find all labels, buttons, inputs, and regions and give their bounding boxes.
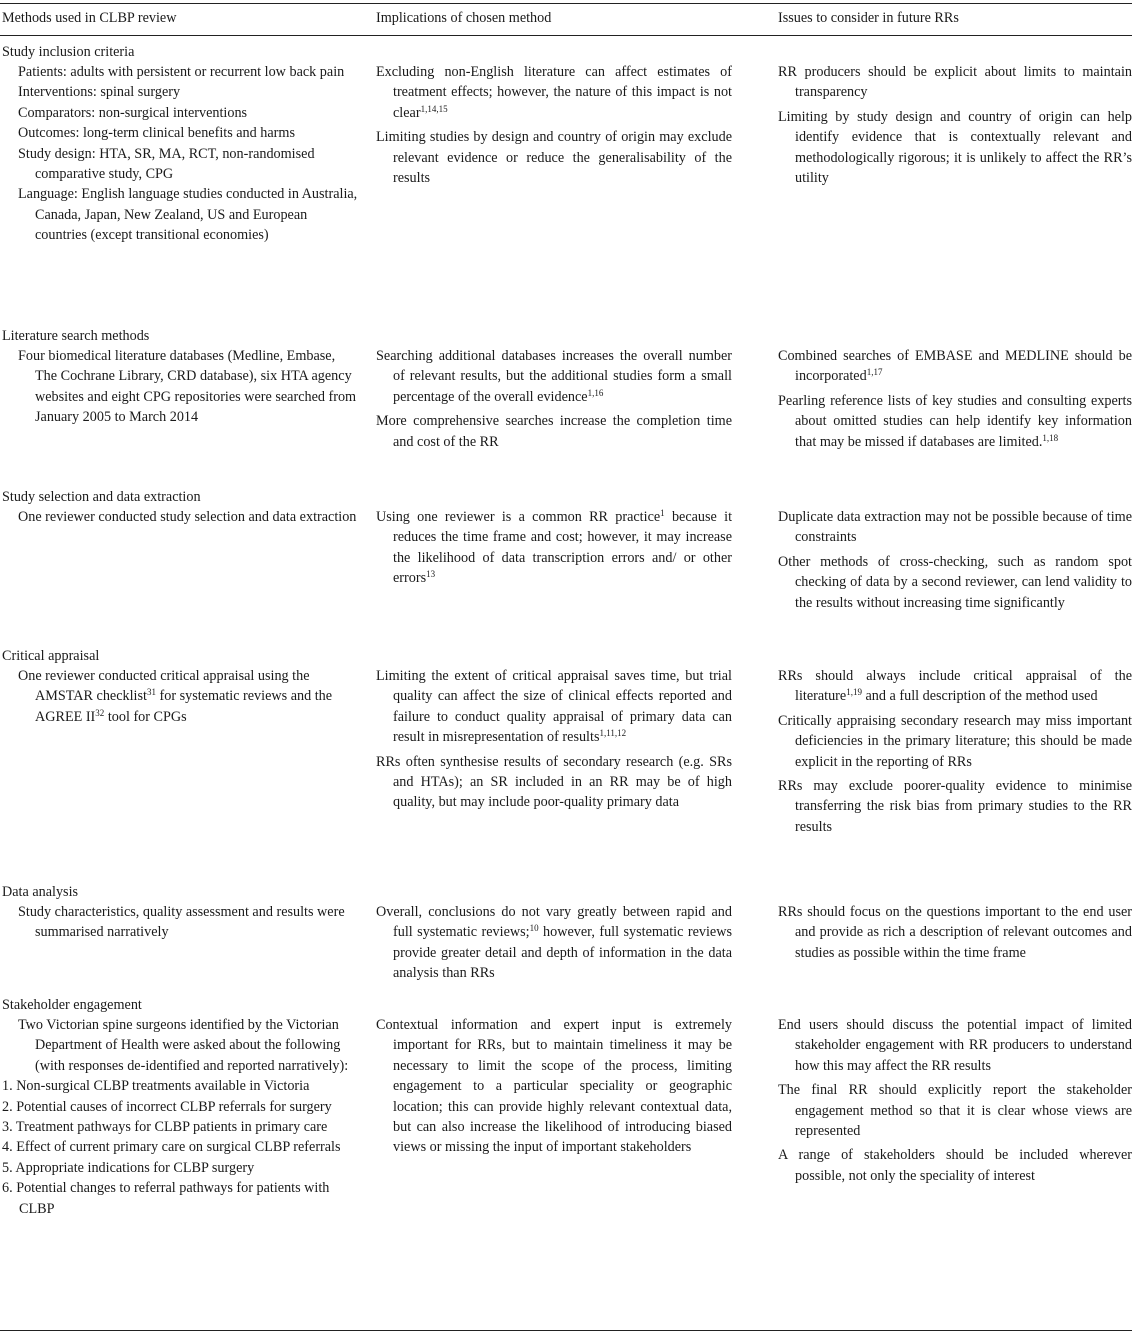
implications-cell [376, 1015, 732, 1158]
issue-item: RRs should always include critical appraisal of the literature$^{1,19}$ and a full description of the method used [778, 668, 1132, 705]
implication-item: More comprehensive searches increase the completion time and cost of the RR [376, 413, 732, 450]
issues-cell [778, 666, 1132, 837]
method-item: One reviewer conducted critical appraisal using the AMSTAR checklist$^{31}$ for systematic reviews and the AGREE II$^{32}$ tool for CPGs [18, 668, 333, 725]
method-item: Patients: adults with persistent or recurrent low back pain [18, 64, 345, 80]
implication-item: Searching additional databases increases the overall number of relevant results, but the additional studies form a small percentage of the overall evidence$^{1,16}$ [376, 348, 732, 405]
numbered-item: 4. Effect of current primary care on surgical CLBP referrals [2, 1139, 341, 1156]
numbered-item: 6. Potential changes to referral pathways for patients with CLBP [2, 1180, 330, 1217]
implication-item: Excluding non-English literature can affect estimates of treatment effects; however, the nature of this impact is not clear$^{1,14,15}$ [376, 64, 732, 121]
method-item: Outcomes: long-term clinical benefits and harms [18, 125, 295, 142]
section-title: Study selection and data extraction [2, 489, 201, 505]
methods-cell [2, 1015, 358, 1219]
implications-cell [376, 62, 732, 188]
issue-item: RRs should focus on the questions important to the end user and provide as rich a description of relevant outcomes and studies as possible within the time frame [778, 904, 1132, 961]
issues-cell [778, 62, 1132, 188]
numbered-item: 1. Non-surgical CLBP treatments available in Victoria [2, 1078, 310, 1095]
issue-item: RRs may exclude poorer-quality evidence to minimise transferring the risk bias from primary studies to the RR results [778, 778, 1132, 835]
section-title: Stakeholder engagement [2, 997, 142, 1013]
methods-cell [18, 62, 358, 246]
issue-item: Pearling reference lists of key studies and consulting experts about omitted studies can help identify key information that may be missed if databases are limited.$^{1,18}$ [778, 392, 1132, 450]
method-item: Study design: HTA, SR, MA, RCT, non-randomised comparative study, CPG [18, 145, 315, 183]
implications-cell [376, 507, 732, 589]
method-item: Language: English language studies conducted in Australia, Canada, Japan, New Zealand, US and European countries (except transitional economies) [18, 186, 358, 244]
implication-item: RRs often synthesise results of secondary research (e.g. SRs and HTAs); an SR included in an RR may be of high quality, but may include poor-quality primary data [376, 753, 732, 811]
issue-item: Critically appraising secondary research may miss important deficiencies in the primary literature; this should be made explicit in the reporting of RRs [778, 712, 1132, 770]
implication-item: Overall, conclusions do not vary greatly between rapid and full systematic reviews;$^{10}$ however, full systematic reviews provide greater detail and depth of information in the data analysis than RRs [376, 904, 732, 982]
method-item: Study characteristics, quality assessment and results were summarised narratively [18, 904, 345, 941]
header-rule [0, 35, 1132, 36]
implication-item: Limiting studies by design and country of origin may exclude relevant evidence or reduce the generalisability of the results [376, 129, 732, 187]
numbered-item: 3. Treatment pathways for CLBP patients in primary care [2, 1119, 328, 1136]
implication-item: Using one reviewer is a common RR practice$^1$ because it reduces the time frame and cost; however, it may increase the likelihood of data transcription errors and/ or other errors$^{13}$ [376, 508, 733, 587]
implications-cell [376, 902, 732, 984]
issue-item: Limiting by study design and country of origin can help identify evidence that is contextually relevant and methodologically rigorous; it is unlikely to affect the RR’s utility [778, 108, 1132, 187]
section-title: Study inclusion criteria [2, 44, 135, 60]
section-title: Data analysis [2, 884, 79, 900]
bottom-rule [0, 1330, 1132, 1331]
issue-item: Other methods of cross-checking, such as random spot checking of data by a second reviewer, can lend validity to the results without increasing time significantly [778, 553, 1132, 611]
issue-item: End users should discuss the potential impact of limited stakeholder engagement with RR producers to understand how this may affect the RR results [778, 1017, 1132, 1074]
methods-cell [18, 346, 358, 428]
issue-item: Duplicate data extraction may not be possible because of time constraints [778, 509, 1132, 546]
methods-cell [18, 902, 358, 943]
issue-item: A range of stakeholders should be included wherever possible, not only the speciality of interest [778, 1147, 1132, 1184]
top-rule [0, 3, 1132, 4]
issue-item: Combined searches of EMBASE and MEDLINE should be incorporated$^{1,17}$ [778, 348, 1132, 385]
implication-item: Limiting the extent of critical appraisal saves time, but trial quality can affect the size of clinical effects reported and failure to conduct quality appraisal of primary data can result in misrepresentation of results$^{1,11,12}$ [376, 668, 732, 746]
section-title: Critical appraisal [2, 648, 100, 664]
numbered-list [2, 1076, 358, 1219]
numbered-item: 2. Potential causes of incorrect CLBP referrals for surgery [2, 1098, 332, 1115]
numbered-item: 5. Appropriate indications for CLBP surgery [2, 1159, 255, 1176]
method-item: Two Victorian spine surgeons identified by the Victorian Department of Health were asked about the following (with responses de-identified and reported narratively): [18, 1017, 349, 1074]
method-item: One reviewer conducted study selection and data extraction [18, 509, 357, 525]
header-methods: Methods used in CLBP review [2, 10, 177, 26]
issues-cell [778, 902, 1132, 963]
method-item: Comparators: non-surgical interventions [18, 104, 248, 121]
issues-cell [778, 1015, 1132, 1186]
header-implications: Implications of chosen method [376, 10, 552, 26]
implication-item: Contextual information and expert input is extremely important for RRs, but to maintain timeliness it may be necessary to limit the scope of the process, limiting engagement to a particular speciality or geographic location; this can provide highly relevant contextual data, but can also increase the likelihood of introducing biased views or missing the input of important stakeholders [376, 1017, 732, 1156]
method-item: Four biomedical literature databases (Medline, Embase, The Cochrane Library, CRD database), six HTA agency websites and eight CPG repositories were searched from January 2005 to March 2014 [18, 348, 357, 426]
methods-cell [18, 666, 358, 727]
implications-cell [376, 666, 732, 813]
issues-cell [778, 507, 1132, 613]
section-title: Literature search methods [2, 328, 150, 344]
implications-cell [376, 346, 732, 452]
methods-cell [18, 507, 358, 527]
issue-item: The final RR should explicitly report the stakeholder engagement method so that it is clear whose views are represented [778, 1082, 1132, 1140]
header-issues: Issues to consider in future RRs [778, 10, 959, 26]
method-item: Interventions: spinal surgery [18, 84, 181, 101]
issues-cell [778, 346, 1132, 452]
issue-item: RR producers should be explicit about limits to maintain transparency [778, 64, 1132, 101]
